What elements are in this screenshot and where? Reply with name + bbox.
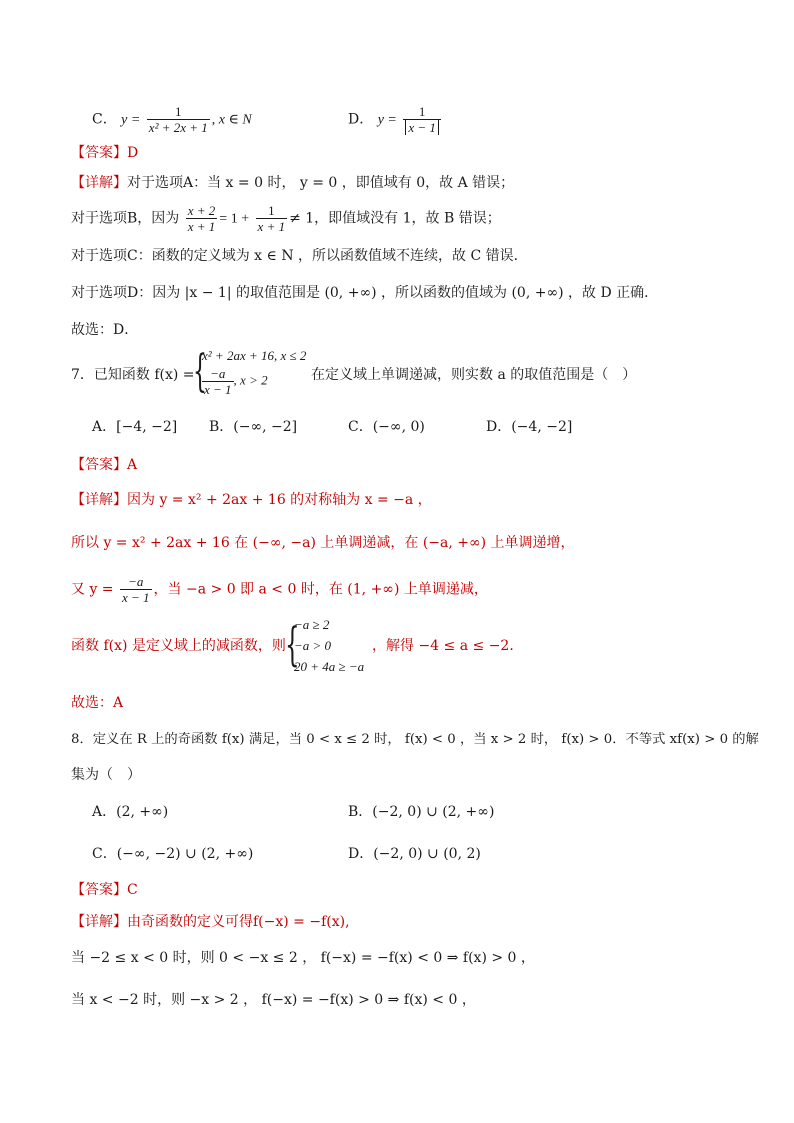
q8-detail-line2: 当 −2 ≤ x < 0 时，则 0 < −x ≤ 2 ， f(−x) = −f(x) < 0 ⇒ f(x) > 0 ， <box>71 950 535 966</box>
q7-stem-start: 7．已知函数 f(x) = <box>71 367 195 383</box>
q6-detail-line4: 对于选项D：因为 |x − 1| 的取值范围是 (0, +∞) ，所以函数的值域为 (0, +∞) ，故 D 正确． <box>71 285 659 301</box>
q8-stem-line1: 8．定义在 R 上的奇函数 f(x) 满足，当 0 < x ≤ 2 时， f(x) < 0 ，当 x > 2 时， f(x) > 0．不等式 xf(x) > 0 的解 <box>71 732 759 747</box>
q7-piece1: x² + 2ax + 16, x ≤ 2 <box>202 348 307 363</box>
q6-detail-line3: 对于选项C：函数的定义域为 x ∈ N ，所以函数值域不连续，故 C 错误． <box>71 248 528 264</box>
q7-piece2: $\frac{-a}{x - 1}$ , x > 2 <box>204 366 268 397</box>
option-label: D． <box>348 111 374 128</box>
left-brace: { <box>285 617 300 671</box>
q7-option-c: C．(−∞, 0) <box>348 419 425 435</box>
fraction: $\frac{1}{\text{x² + 2x + 1}}$ <box>148 104 208 135</box>
q6-detail-line1: 【详解】对于选项A：当 x = 0 时， y = 0 ，即值域有 0，故 A 错误； <box>71 175 515 191</box>
q8-answer: 【答案】C <box>71 882 138 898</box>
q6-option-c: C． y = $\frac{1}{\text{x² + 2x + 1}}$ , x ∈ N <box>92 104 252 135</box>
q7-detail-line4-end: ，解得 −4 ≤ a ≤ −2． <box>372 638 524 654</box>
q8-stem-line2: 集为（ ） <box>71 767 141 783</box>
q7-detail-line1: 【详解】因为 y = x² + 2ax + 16 的对称轴为 x = −a ， <box>71 492 432 508</box>
q7-system-row2: −a > 0 <box>294 638 332 653</box>
q7-system-row1: −a ≥ 2 <box>294 617 330 632</box>
q7-system-row3: 20 + 4a ≥ −a <box>294 659 365 674</box>
fraction: $\frac{x + 2}{x + 1}$ <box>187 203 216 234</box>
q6-detail-line2: 对于选项B，因为 $\frac{x + 2}{x + 1}$ = 1 + $\frac{1}{x + 1}$ ≠ 1，即值域没有 1，故 B 错误； <box>71 203 501 234</box>
q8-detail-line3: 当 x < −2 时，则 −x > 2 ， f(−x) = −f(x) > 0 ⇒ f(x) < 0 ， <box>71 992 476 1008</box>
left-brace: { <box>193 346 207 397</box>
q6-option-d: D． y = $\frac{1}{x - 1}$ <box>348 104 443 135</box>
q6-conclusion: 故选：D． <box>71 322 139 338</box>
q7-option-b: B．(−∞, −2] <box>209 419 298 435</box>
q6-answer: 【答案】D <box>71 145 139 161</box>
q7-answer: 【答案】A <box>71 457 138 473</box>
q7-detail-line2: 所以 y = x² + 2ax + 16 在 (−∞, −a) 上单调递减，在 (−a, +∞) 上单调递增， <box>71 535 575 551</box>
q7-detail-line4-start: 函数 f(x) 是定义域上的减函数，则 <box>71 638 286 654</box>
q7-option-a: A．[−4, −2] <box>92 419 178 435</box>
q7-detail-line3: 又 y = $\frac{-a}{x - 1}$ ，当 −a > 0 即 a < 0 时，在 (1, +∞) 上单调递减， <box>71 574 488 605</box>
fraction: $\frac{1}{x - 1}$ <box>403 104 441 135</box>
q8-option-d: D．(−2, 0) ∪ (0, 2) <box>348 846 481 862</box>
q8-detail-line1: 【详解】由奇函数的定义可得f(−x) = −f(x), <box>71 914 350 930</box>
q8-option-c: C．(−∞, −2) ∪ (2, +∞) <box>92 846 254 862</box>
q8-option-a: A．(2, +∞) <box>92 804 169 820</box>
q8-option-b: B．(−2, 0) ∪ (2, +∞) <box>348 804 495 820</box>
fraction: $\frac{-a}{x - 1}$ <box>122 574 150 605</box>
q7-stem-end: 在定义域上单调递减，则实数 a 的取值范围是（ ） <box>311 367 637 383</box>
fraction: $\frac{-a}{x - 1}$ <box>204 366 232 397</box>
q7-conclusion: 故选：A <box>71 695 124 711</box>
q7-option-d: D．(−4, −2] <box>486 419 573 435</box>
option-label: C． <box>92 111 117 128</box>
fraction: $\frac{1}{x + 1}$ <box>257 203 286 234</box>
